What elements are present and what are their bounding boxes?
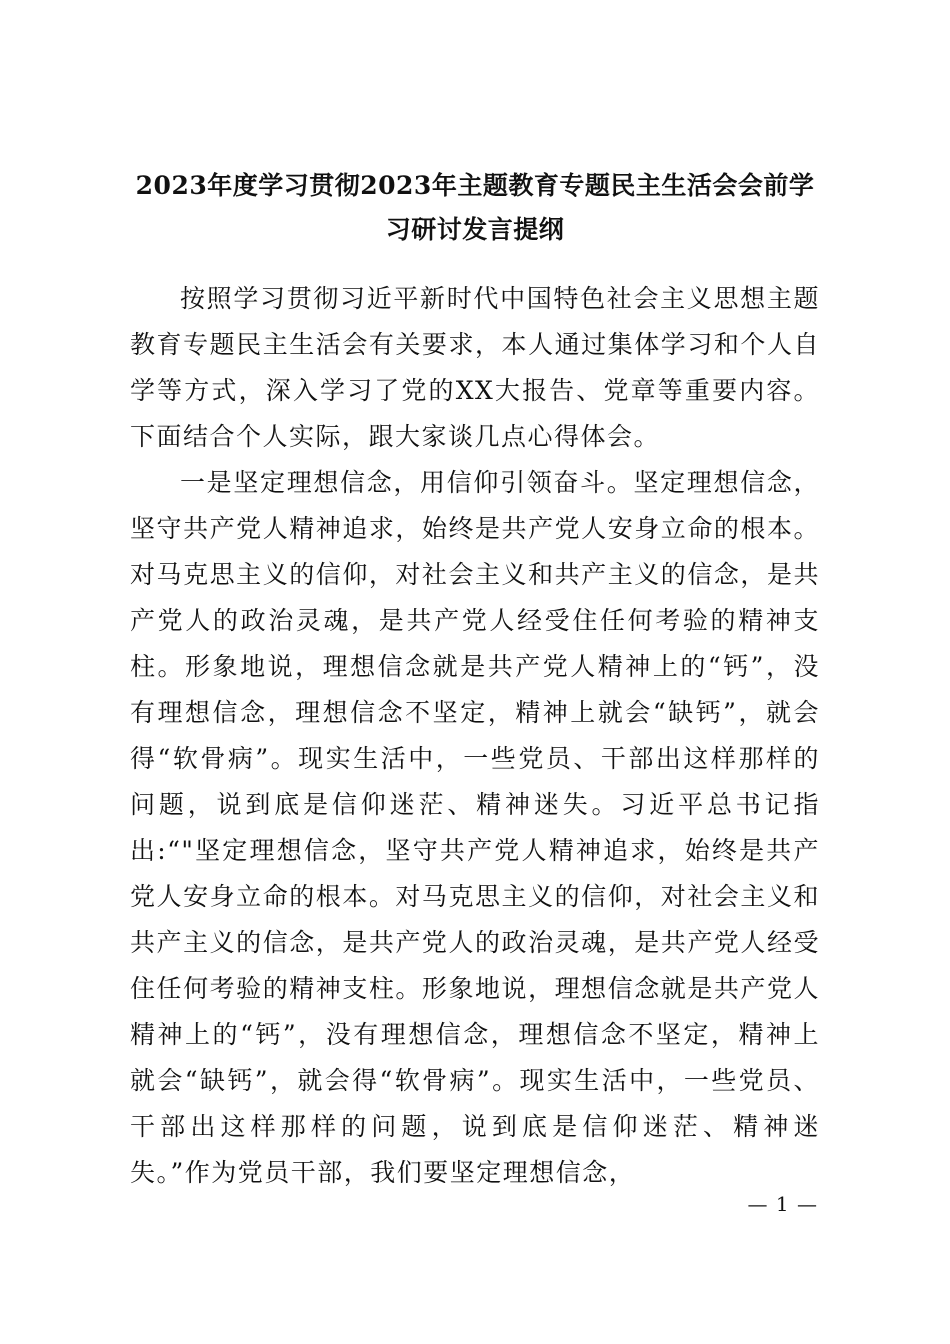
document-body xyxy=(130,276,820,1196)
paragraph-intro: 按照学习贯彻习近平新时代中国特色社会主义思想主题教育专题民主生活会有关要求，本人通过集体学习和个人自学等方式，深入学习了党的XX大报告、党章等重要内容。下面结合个人实际，跟大家谈几点心得体会。 xyxy=(130,284,820,451)
page-number: — 1 — xyxy=(747,1192,818,1216)
document-title: 2023年度学习贯彻2023年主题教育专题民主生活会会前学习研讨发言提纲 xyxy=(135,171,815,244)
paragraph-point-one: 一是坚定理想信念，用信仰引领奋斗。坚定理想信念，坚守共产党人精神追求，始终是共产党人安身立命的根本。对马克思主义的信仰，对社会主义和共产主义的信念，是共产党人的政治灵魂，是共产党人经受住任何考验的精神支柱。形象地说，理想信念就是共产党人精神上的“钙”，没有理想信念，理想信念不坚定，精神上就会“缺钙”，就会得“软骨病”。现实生活中，一些党员、干部出这样那样的问题，说到底是信仰迷茫、精神迷失。习近平总书记指出:“"坚定理想信念，坚守共产党人精神追求，始终是共产党人安身立命的根本。对马克思主义的信仰，对社会主义和共产主义的信念，是共产党人的政治灵魂，是共产党人经受住任何考验的精神支柱。形象地说，理想信念就是共产党人精神上的“钙”，没有理想信念，理想信念不坚定，精神上就会“缺钙”，就会得“软骨病”。现实生活中，一些党员、干部出这样那样的问题，说到底是信仰迷茫、精神迷失。”作为党员干部，我们要坚定理想信念， xyxy=(130,468,820,1187)
